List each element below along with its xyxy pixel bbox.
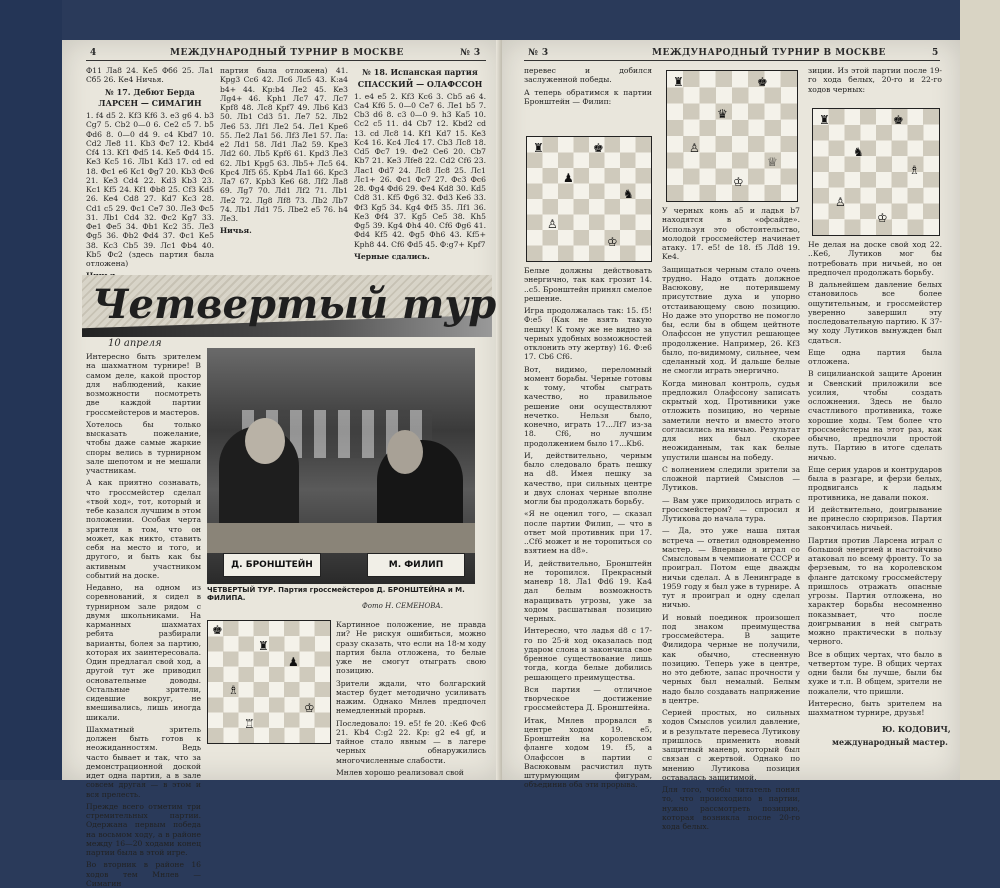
paragraph: Все в общих чертах, что было в четвертом туре. В общих чертах одни были бы лучше, были бы хуже и т.п. В общем, зрители не пожалели, что пришли.: [808, 649, 942, 696]
game-text: Ф11 Ла8 24. Кe5 Фб6 25. Ла1 Сб5 26. Кe4 Ничья.: [86, 66, 214, 85]
knight-icon: ♞: [623, 187, 634, 201]
bishop-icon: ♗: [909, 163, 920, 177]
author-name: Ю. КОДОВИЧ,: [882, 724, 951, 734]
issue-number: № 3: [528, 48, 549, 58]
rook-icon: ♜: [533, 141, 544, 155]
king-icon: ♚: [212, 623, 223, 637]
chess-diagram-2: [666, 70, 798, 202]
paragraph: В сицилианской защите Аронин и Свенский приложили все усилия, чтобы создать осложнения. Здесь не было счастливого противника, тоже хорошие ходы. Тем более что гроссмейстеры на этот раз, как обычно, предпочли простой путь. Партию в итоге сделать ничью.: [808, 369, 942, 462]
article-column-right-2: [662, 206, 800, 831]
paragraph: И новый поединок произошел под знаком преимущества гроссмейстера. В защите Филидора черные не получили, как обычно, стесненную позицию. Теперь уже в центре, но это дебюте, запас прочности у черных был немалый. Белым надо было создавать напряжение в центре.: [662, 612, 800, 705]
nameplate-left: Д. БРОНШТЕЙН: [223, 553, 321, 577]
paragraph: У черных конь a5 и ладья b7 находятся в «офсайде». Используя это обстоятельство, молодой гроссмейстер начинает атаку. 17. e5! de 18. f5 Лd8 19. Ke4.: [662, 206, 800, 262]
paragraph: Итак, Мнлев прорвался в центре ходом 19. e5, Бронштейн на королевском фланге ходом 19. f5, а Олафссон в партии с Васюковым расчистил путь штурмующим фигурам, объединив оба эти прорыва.: [524, 715, 652, 790]
game-result: Черные сдались.: [354, 251, 430, 261]
paragraph: Белые должны действовать энергично, так как грозит 14. ..c5. Бронштейн принял смелое решение.: [524, 266, 652, 303]
running-header: МЕЖДУНАРОДНЫЙ ТУРНИР В МОСКВЕ: [170, 48, 404, 58]
queen-icon: ♕: [767, 155, 778, 169]
article-column-right-1: [524, 266, 652, 790]
paragraph: Прежде всего отметим три стремительных партии. Одержана первым победа на восьмом ходу, а в районе между 16—20 ходами конец партии была в этой игре.: [86, 801, 201, 857]
chess-diagram-1: [526, 136, 652, 262]
photo-credit: Фото Н. СЕМЕНОВА.: [362, 602, 443, 610]
game-title: № 18. Испанская партия: [362, 67, 478, 77]
paragraph: — Вам уже приходилось играть с гроссмейстером? — спросил я Лутикова до начала тура.: [662, 495, 800, 523]
game-moves: 1. e4 e5 2. Kf3 Kc6 3. Cb5 a6 4. Ca4 Kf6 5. 0—0 Ce7 6. Лe1 b5 7. Cb3 d6 8. c3 0—0 9. h3 Ka5 10. Cc2 c5 11. d4 Cb7 12. Kbd2 cd 13. cd Лc8 14. Kf1 Kd7 15. Ke3 Kc4 16. Kc4 Лc4 17. Cb3 Лc8 18. Cd5 Фc7 19. Фe2 Ce6 20. Cb7 Kb7 21. Ke3 Лfe8 22. Cd2 Cf6 23. Лac1 Фd7 24. Лc8 Лc8 25. Лc1 Лc1+ 26. Фc1 Фc7 27. Фc3 Фc6 28. Фg4 Фd6 29. Фe4 Кd8 30. Kd5 Cd8 31. Kf5 Фg6 32. Фd3 Кe6 33. Фf3 Kg5 34. Kg4 Фf5 35. Лf1 36. Кe3 Фf4 37. Kg5 Ce5 38. Кh5 Фg5 39. Kg4 Фh4 40. Cf6 Фg6 41. Фd4 Kf5 42. Фg5 Фh6 43. Kf5+ Kph8 44. Cf6 Фd5 45. Ф:g7+ Kpf7: [354, 91, 486, 249]
paragraph: Картинное положение, не правда ли? Не рискуя ошибиться, можно сразу сказать, что если на 18-м ходу партия была отложена, то белые уже не смогут отыграть свою позицию.: [336, 620, 486, 676]
paragraph: Игра продолжалась так: 15. f5! Ф:e5 (Как не взять такую пешку! К тому же не видно за черных удобных возможностей отклонить эту жертву) 16. Ф:e6 17. Cb6 Cf6.: [524, 306, 652, 362]
king-icon: ♚: [757, 75, 768, 89]
photo-head-right: [387, 430, 423, 474]
chess-diagram-left: [207, 620, 331, 744]
paragraph: Еще серия ударов и контрударов была в разгаре, и ферзи белых, продвигаясь к ладьям противника, не давали покоя.: [808, 464, 942, 502]
king-icon: ♚: [893, 113, 904, 127]
article-date: 10 апреля: [108, 338, 162, 349]
paragraph: Защищаться черным стало очень трудно. Надо отдать должное Васюкову, не потерявшему присутствие духа и упорно отстаивающему свою позицию. Но даже это упорство не помогло бы, если бы в общем цейтноте Олафссон не упустил решающее продолжение. Например, 26. Kf3 было, по-видимому, сильнее, чем сделанный ход. И дальше белые не смогли играть энергично.: [662, 264, 800, 376]
king-icon: ♔: [304, 701, 315, 715]
paragraph: Вот, видимо, переломный момент борьбы. Черные готовы к тому, чтобы сыграть качество, но правильное решение они осуществляют нечетко. Нельзя было, конечно, играть 17...Лf7 из-за 18. Cf6, но лучшим продолжением было 17...Kb6.: [524, 364, 652, 448]
game-players: ЛАРСЕН — СИМАГИН: [98, 98, 202, 109]
nameplate-right: М. ФИЛИП: [367, 553, 465, 577]
game-column-2: [220, 66, 348, 276]
paragraph: Вся партия — отличное творческое достижение гроссмейстера Д. Бронштейна.: [524, 684, 652, 713]
game-moves: партия была отложена) 41. Kpg3 Cc6 42. Лc6 Лc5 43. K:a4 b4+ 44. Kp:b4 Лe2 45. Ke3 Лg4+ 46. Kph1 Лc7 47. Лc7 Kpf8 48. Лc8 Kpf7 49. Лb6 Kd3 50. Лb1 Cd3 51. Лe7 52. Лb2 Лe6 53. Лf1 Лe2 54. Лe1 Kpe6 55. Лe2 Лa1 56. Лf3 Лe1 57. Лa: e2 Лd1 58. Лd1 Лa2 59. Kpe3 Лd2 60. Лb5 Kpf6 61. Kpd3 Лe3 62. Лb1 Kpg5 63. Лb5+ Лc5 64. Kpc4 Лf5 65. Kpb4 Лa1 66. Kpc3 Лa7 67. Kpb3 Ke6 68. Лf2 Лa8 69. Лg7 70. Лd1 Лf2 71. Лb1 Лe2 72. Лg8 Лf8 73. Лb2 Лb7 74. Лb1 Лd1 75. Лbe2 e5 76. h4 Лe3.: [220, 66, 348, 223]
article-column-2: [336, 620, 486, 777]
paragraph: «Я не оценил того, — сказал после партии Филип, — что в ответ мой противник при 17. ..Cf6 может и не торопиться со взятием на d8».: [524, 509, 652, 556]
paragraph: Недавно, на одном из соревнований, я сидел в турнирном зале рядом с двумя школьниками. На карманных шахматах ребята разбирали варианты, болея за партию, которая их заинтересовала. Один предлагал свой ход, а другой тут же приводил основательные доводы. Остальные зрители, сидевшие вокруг, не вмешивались, лишь иногда шикали.: [86, 583, 201, 722]
paragraph: И, действительно, черным было следовало брать пешку на d8. Имея пешку за качество, при сильных центре и двух слонах черные вполне могли бы продолжать борьбу.: [524, 450, 652, 506]
king-icon: ♔: [877, 211, 888, 225]
article-column-right-3: [808, 240, 942, 720]
pawn-icon: ♙: [547, 217, 558, 231]
book-cover-edge: [0, 0, 62, 780]
banner-title: Четвертый тур: [92, 281, 497, 328]
photo-head-left: [245, 418, 285, 464]
knight-icon: ♞: [853, 145, 864, 159]
tournament-photo: [207, 348, 475, 584]
paragraph: Во вторник в районе 16 ходов тем Мнлев — Симагин: [86, 860, 201, 888]
article-column-right-3-top: [808, 66, 942, 102]
paragraph: Хотелось бы только высказать пожелание, чтобы даже самые жаркие споры велись в турнирном зале шепотом и не мешали участникам.: [86, 419, 201, 475]
game-moves: 1. f4 d5 2. Kf3 Kf6 3. e3 g6 4. b3 Cg7 5. Cb2 0—0 6. Ce2 c5 7. b5 Фd6 8. 0—0 d4 9. c4 Kbd7 10. Cd2 Лe8 11. Kb3 Фc7 12. Kbd4 Cf4 13. Kf1 Фd5 14. Ke5 Фd4 15. Ke3 Kc5 16. Лb1 Kd3 17. cd ed 18. Фc1 e6 Кc1 Фg7 20. Kb3 Фc6 21. Ke3 Cd4 22. Kd3 Kb3 23. Кс1 Kf5 24. Kf1 Фb8 25. Cf3 Kd5 26. Ke4 Cd8 27. Kd7 Kc3 28. Cd1 c5 29. Фc1 Ce7 30. Лe3 Фc5 31. Лb1 Cd4 32. Фc2 Кg7 33. Фe1 Фe5 34. Фb1 Кс2 35. Лe3 Фg5 36. Фb2 Фd4 37. Фc1 Кe5 38. Kc3 Cb5 39. Лc1 Фb4 40. Kb5 Фc2 (здесь партия была отложена): [86, 111, 214, 268]
paragraph: А как приятно сознавать, что гроссмейстер сделал «твой ход», тот, который и тебе казался лучшим в этом положении. Особая черта зрителя в том, что он может, как никто, ставить себя на место и того, и другого, и быть как бы активным участником событий на доске.: [86, 478, 201, 580]
paragraph: Последовало: 19. e5! fe 20. :Кe6 Фс6 21. Кb4 С:g2 22. Kp: g2 e4 gf, и тайное стало явным — в лагере черных обнаружились многочисленные слабости.: [336, 718, 486, 765]
photo-table: [207, 523, 475, 553]
game-title: № 17. Дебют Берда: [105, 86, 195, 97]
pawn-icon: ♟: [563, 171, 574, 185]
paragraph: Шахматный зритель должен быть готов к неожиданностям. Ведь часто бывает и так, что за демонстрационной доской идет одна партия, а в зале совсем другая — в этом и вся прелесть.: [86, 724, 201, 799]
game-players: СПАССКИЙ — ОЛАФССОН: [357, 78, 483, 89]
king-icon: ♚: [593, 141, 604, 155]
game-result: Ничья.: [220, 226, 252, 236]
paragraph: Не делая на доске свой ход 22. ..Кe6, Лутиков мог бы потребовать при ничьей, но он предпочел продолжать борьбу.: [808, 240, 942, 277]
rook-icon: ♜: [819, 113, 830, 127]
pawn-icon: ♙: [835, 195, 846, 209]
king-icon: ♔: [607, 235, 618, 249]
paragraph: В дальнейшем давление белых становилось все более ощутительным, и гроссмейстер уверенно завершил эту последовательную партию. К 37-му ходу Лутиков вынужден был сдаться.: [808, 280, 942, 345]
paragraph: С волнением следили зрители за сложной партией Смыслов — Лутиков.: [662, 464, 800, 493]
paragraph: Когда миновал контроль, судья предложил Олафссону записать скрытый ход. Противники уже отложить позицию, но черные заметили нечто и вместо этого согласились на ничью. Результат для них был скорее неожиданным, так как белые упустили шансы на победу.: [662, 378, 800, 462]
article-column-1: [86, 352, 201, 888]
paragraph: Зрители ждали, что болгарский мастер будет методично усиливать нажим. Однако Мнлев предпочел немедленный прорыв.: [336, 678, 486, 716]
paragraph: Интересно, быть зрителем на шахматном турнире, друзья!: [808, 698, 942, 717]
paragraph: Для того, чтобы читатель понял то, что происходило в партии, нужно рассмотреть позицию, которая возникла после 20-го хода белых.: [662, 785, 800, 831]
paragraph: зиции. Из этой партии после 19-го хода белых, 20-го и 22-го ходов черных:: [808, 66, 942, 94]
issue-number: № 3: [460, 48, 481, 58]
paragraph: Интересно быть зрителем на шахматном турнире! В самом деле, какой простор для наблюдений, какие возможности посмотреть две каждой партии гроссмейстеров и мастеров.: [86, 352, 201, 417]
paragraph: Серией простых, но сильных ходов Смыслов усилил давление, и в результате перевеса Лутикову пришлось применить новый защитный маневр, который был связан с жертвой. Однако по мнению Лутикова позиция оставалась защитимой.: [662, 708, 800, 782]
paragraph: Интересно, что ладья d8 с 17-го по 25-й ход оказалась под ударом слона и закончила свое бренное существование лишь тогда, когда белые добились решающего преимущества.: [524, 626, 652, 682]
running-header: МЕЖДУНАРОДНЫЙ ТУРНИР В МОСКВЕ: [652, 48, 886, 58]
bishop-icon: ♗: [228, 683, 239, 697]
page-stack-edge: [960, 0, 1000, 780]
rook-icon: ♖: [244, 717, 255, 731]
pawn-icon: ♟: [288, 655, 299, 669]
paragraph: Партия против Ларсена играл с большой энергией и настойчиво атаковал по всему фронту. То за ферзевым, то на королевском фланге датскому гроссмейстеру пришлось отражать опасные угрозы. Партия отложена, но характер борьбы несомненно показывает, что после доигрывания в ней сыграть можно практически в пользу черного.: [808, 535, 942, 647]
article-column-right-1-top: [524, 66, 652, 136]
rook-icon: ♜: [258, 639, 269, 653]
page-number: 5: [932, 48, 939, 58]
chess-diagram-3: [812, 108, 940, 236]
header-rule: [524, 60, 940, 61]
paragraph: Мнлев хорошо реализовал свой: [336, 767, 464, 777]
left-page: [62, 40, 502, 888]
game-column-1: [86, 66, 214, 276]
photo-caption: ЧЕТВЕРТЫЙ ТУР. Партия гроссмейстеров Д. БРОНШТЕЙНА и М. ФИЛИПА.: [207, 586, 465, 602]
paragraph: Еще одна партия была отложена.: [808, 347, 942, 366]
right-page: [502, 40, 960, 831]
page-number: 4: [90, 48, 97, 58]
queen-icon: ♛: [717, 107, 728, 121]
paragraph: И действительно, доигрывание не принесло сюрпризов. Партия закончилась ничьей.: [808, 504, 942, 533]
rook-icon: ♜: [673, 75, 684, 89]
game-column-3: [354, 66, 486, 276]
round-banner: [82, 275, 497, 337]
king-icon: ♔: [733, 175, 744, 189]
paragraph: И, действительно, Бронштейн не торопился. Прекрасный маневр 18. Ла1 Фd6 19. Ка4 дал белым возможность наращивать угрозы, уже за ходом расшатывая позицию черных.: [524, 558, 652, 623]
paragraph: — Да, это уже наша пятая встреча — ответил одновременно мастер. — Впервые я играл со Смысловым в чемпионате СССР и проиграл. Потом еще дважды ничьи сделал. А в Ленинграде в 1959 году я был уже в турнире. А тут я проиграл и одну сделал ничью.: [662, 526, 800, 610]
header-rule: [86, 60, 486, 61]
author-title: международный мастер.: [832, 737, 948, 747]
paragraph: перевес и добился заслуженной победы.: [524, 66, 652, 85]
pawn-icon: ♙: [689, 141, 700, 155]
paragraph: А теперь обратимся к партии Бронштейн — Филип:: [524, 87, 652, 106]
